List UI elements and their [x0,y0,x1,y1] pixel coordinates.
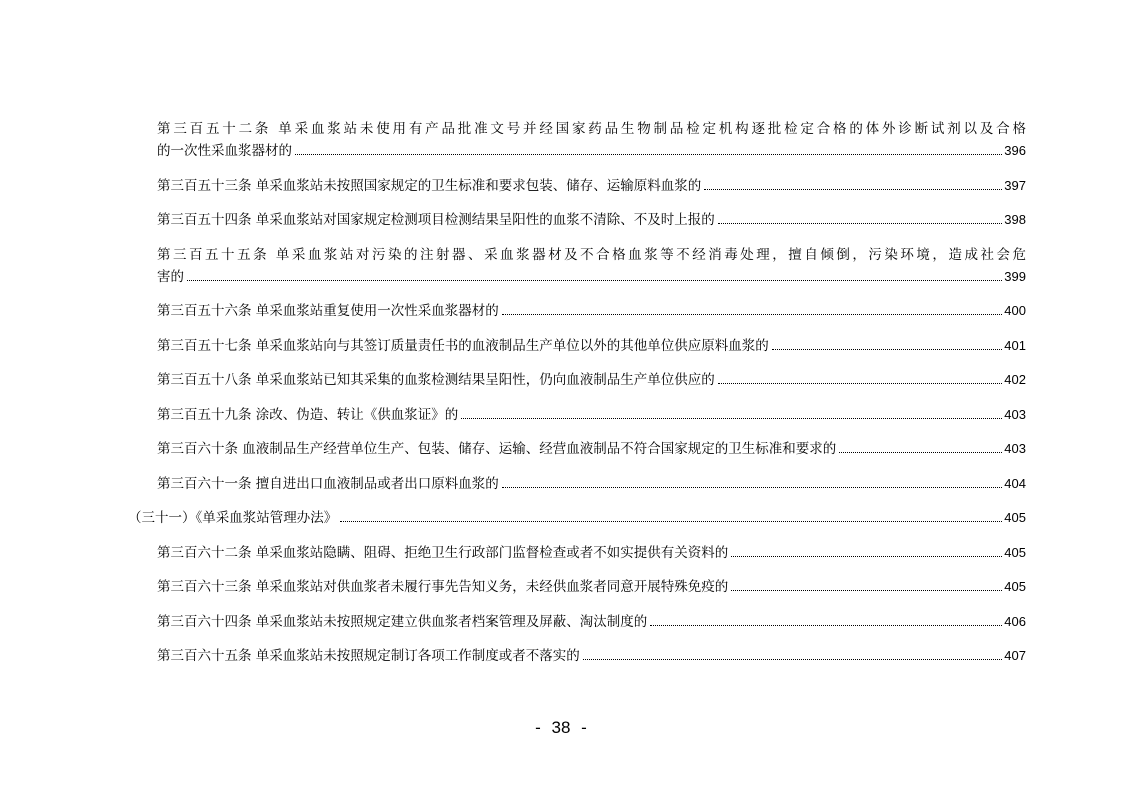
toc-entry-title: 第三百六十三条 单采血浆站对供血浆者未履行事先告知义务，未经供血浆者同意开展特殊免疫的 [157,579,729,595]
toc-page-number: 403 [1004,406,1026,422]
toc-page-number: 396 [1004,143,1026,158]
toc-entry-title: 第三百六十条 血液制品生产经营单位生产、包装、储存、运输、经营血液制品不符合国家规定的卫生标准和要求的 [157,441,837,457]
toc-entry-364[interactable] [128,611,1026,633]
toc-entry-line [157,300,1026,322]
toc-page-number: 405 [1004,510,1026,525]
toc-entry-line [157,175,1026,197]
toc-entry-line [128,507,1026,529]
toc-entry-365[interactable] [128,645,1026,667]
toc-entry-line [157,611,1026,633]
dot-leader [295,154,1002,155]
toc-entry-354[interactable] [128,209,1026,231]
toc-entry-title: 第三百六十五条 单采血浆站未按照规定制订各项工作制度或者不落实的 [157,648,580,664]
toc-entry-line [157,369,1026,391]
toc-entry-line [157,266,1026,288]
toc-entry-line [157,404,1026,426]
toc-page-number: 407 [1004,648,1026,663]
toc-entry-352[interactable] [128,118,1026,162]
dot-leader [340,521,1002,522]
toc-section-31[interactable] [128,507,1026,529]
dot-leader [772,349,1003,350]
toc-entry-line [157,140,1026,162]
toc-entry-line [157,335,1026,357]
dot-leader [839,452,1002,453]
toc-entry-title: 的一次性采血浆器材的 [157,143,292,159]
toc-entry-line [157,209,1026,231]
toc-page-number: 404 [1004,475,1026,491]
toc-page-number: 405 [1004,579,1026,594]
toc-page-number: 398 [1004,212,1026,227]
toc-entry-title-line1: 第三百五十五条 单采血浆站对污染的注射器、采血浆器材及不合格血浆等不经消毒处理，擅自倾倒，污染环境，造成社会危 [157,246,1026,263]
toc-entry-363[interactable] [128,576,1026,598]
dot-leader [650,625,1002,626]
toc-entry-362[interactable] [128,542,1026,564]
dot-leader [731,556,1002,557]
toc-entry-title: 第三百六十四条 单采血浆站未按照规定建立供血浆者档案管理及屏蔽、淘汰制度的 [157,613,648,630]
toc-entry-title: 第三百五十三条 单采血浆站未按照国家规定的卫生标准和要求包装、储存、运输原料血浆的 [157,177,702,194]
dot-leader [187,280,1002,281]
toc-entry-361[interactable] [128,473,1026,495]
toc-entry-title: 第三百五十四条 单采血浆站对国家规定检测项目检测结果呈阳性的血浆不清除、不及时上报的 [157,212,715,228]
dot-leader [718,223,1003,224]
toc-page-number: 397 [1004,177,1026,193]
toc-page-number: 405 [1004,544,1026,560]
toc-entry-358[interactable] [128,369,1026,391]
table-of-contents [128,118,1026,680]
dot-leader [583,659,1003,660]
dot-leader [718,383,1003,384]
toc-entry-line [157,473,1026,495]
toc-entry-line [157,542,1026,564]
toc-page-number: 406 [1004,613,1026,629]
toc-entry-title-line1: 第三百五十二条 单采血浆站未使用有产品批准文号并经国家药品生物制品检定机构逐批检定合格的体外诊断试剂以及合格 [157,121,1026,137]
dot-leader [502,487,1003,488]
toc-entry-356[interactable] [128,300,1026,322]
dot-leader [704,189,1002,190]
dot-leader [461,418,1002,419]
toc-entry-360[interactable] [128,438,1026,460]
toc-page-number: 401 [1004,337,1026,353]
toc-entry-353[interactable] [128,175,1026,197]
toc-entry-title: 第三百五十六条 单采血浆站重复使用一次性采血浆器材的 [157,303,499,319]
toc-entry-359[interactable] [128,404,1026,426]
toc-entry-title: 第三百五十八条 单采血浆站已知其采集的血浆检测结果呈阳性，仍向血液制品生产单位供应的 [157,372,715,388]
toc-entry-line [157,438,1026,460]
toc-entry-title: 第三百六十二条 单采血浆站隐瞒、阻碍、拒绝卫生行政部门监督检查或者不如实提供有关资料的 [157,544,729,561]
toc-page-number: 399 [1004,268,1026,284]
toc-entry-title: 害的 [157,268,184,285]
toc-page-number: 402 [1004,372,1026,387]
toc-page-number: 403 [1004,441,1026,456]
dot-leader [731,590,1002,591]
toc-section-title: （三十一）《单采血浆站管理办法》 [128,510,338,526]
toc-page-number: 400 [1004,303,1026,318]
toc-entry-line [157,645,1026,667]
toc-entry-title: 第三百六十一条 擅自进出口血液制品或者出口原料血浆的 [157,475,499,492]
page-footer-number: - 38 - [535,718,587,737]
toc-entry-line [157,576,1026,598]
dot-leader [502,314,1003,315]
toc-entry-title: 第三百五十九条 涂改、伪造、转让《供血浆证》的 [157,406,459,423]
toc-entry-355[interactable] [128,244,1026,288]
toc-entry-title: 第三百五十七条 单采血浆站向与其签订质量责任书的血液制品生产单位以外的其他单位供应原料血浆的 [157,337,769,354]
toc-entry-357[interactable] [128,335,1026,357]
